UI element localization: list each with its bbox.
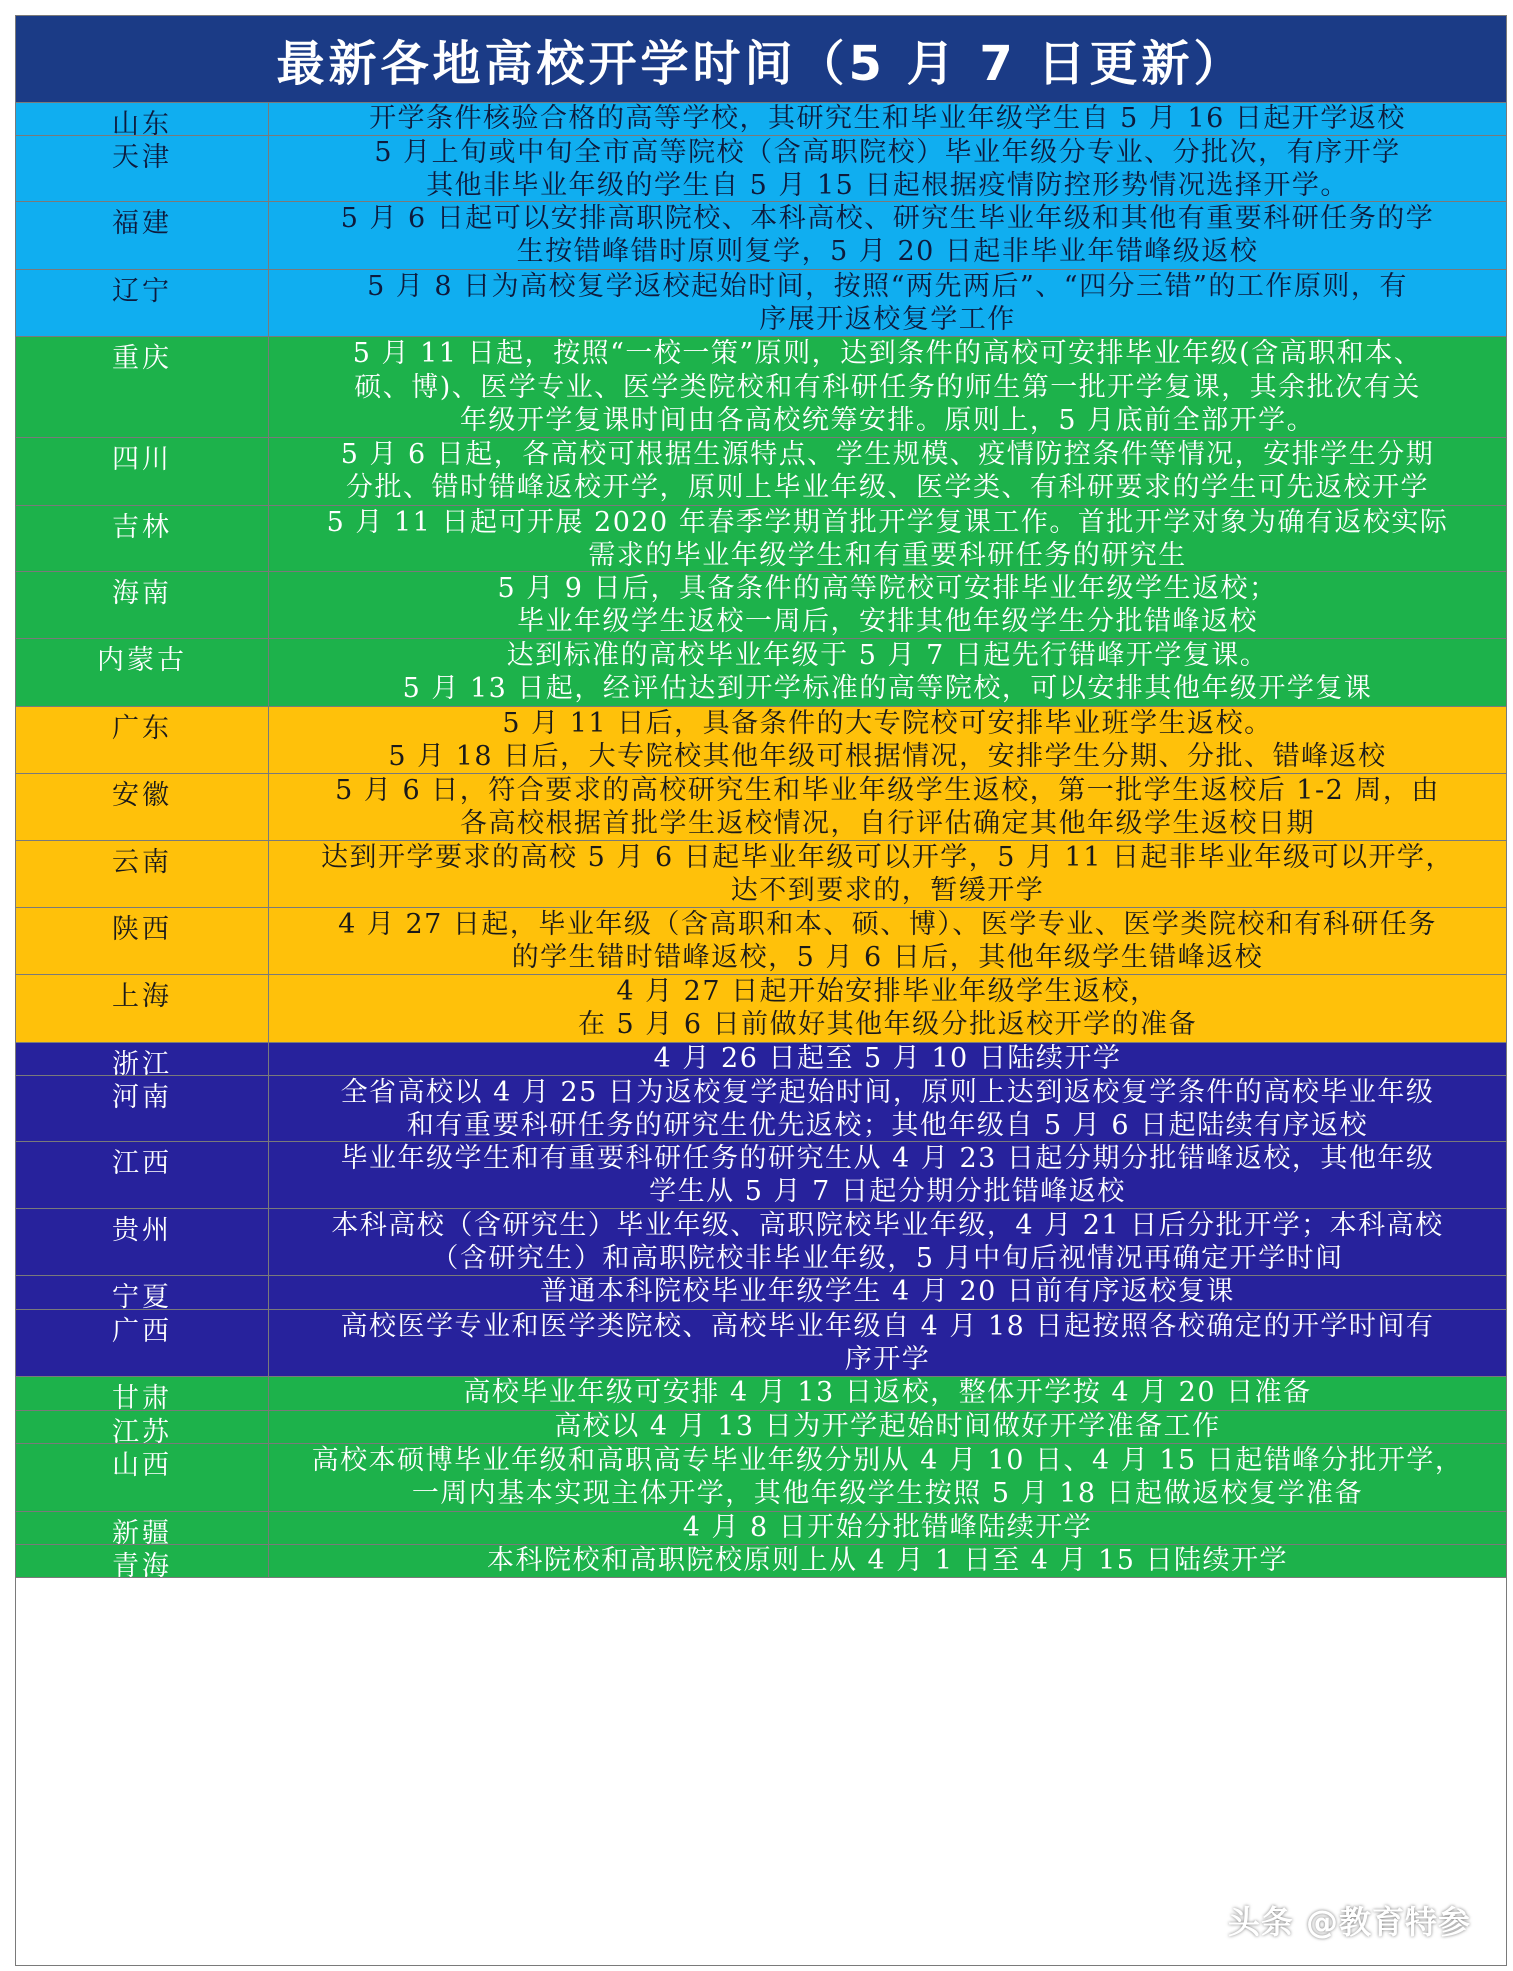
description-line: 达到标准的高校毕业年级于 5 月 7 日起先行错峰开学复课。 — [506, 640, 1269, 671]
schedule-description-cell — [269, 1142, 1506, 1208]
table-row — [16, 202, 1506, 270]
watermark-text: 头条 @教育特参 — [1227, 1903, 1471, 1941]
description-line: 5 月 6 日起可以安排高职院校、本科高校、研究生毕业年级和其他有重要科研任务的学 — [340, 203, 1435, 234]
province-cell: 广东 — [16, 707, 269, 773]
table-row — [16, 572, 1506, 639]
schedule-description-cell — [269, 1377, 1506, 1410]
schedule-description-cell — [269, 908, 1506, 974]
description-line: 达不到要求的，暂缓开学 — [730, 875, 1045, 906]
schedule-description-cell — [269, 639, 1506, 706]
table-row — [16, 1043, 1506, 1076]
schedule-description-cell — [269, 136, 1506, 201]
description-line: 5 月 8 日为高校复学返校起始时间，按照“两先两后”、“四分三错”的工作原则，有 — [367, 271, 1408, 302]
province-cell: 上海 — [16, 975, 269, 1042]
description-line: 学生从 5 月 7 日起分期分批错峰返校 — [649, 1176, 1126, 1207]
schedule-description-cell — [269, 1276, 1506, 1309]
schedule-description-cell — [269, 202, 1506, 269]
description-line: 本科高校（含研究生）毕业年级、高职院校毕业年级，4 月 21 日后分批开学；本科高校 — [331, 1210, 1444, 1241]
page-title: 最新各地高校开学时间（5 月 7 日更新） — [16, 16, 1506, 103]
table-row — [16, 1276, 1506, 1310]
province-cell: 新疆 — [16, 1512, 269, 1544]
table-row — [16, 1377, 1506, 1411]
description-line: 的学生错时错峰返校，5 月 6 日后，其他年级学生错峰返校 — [511, 942, 1264, 973]
province-cell: 江西 — [16, 1142, 269, 1208]
province-cell: 福建 — [16, 202, 269, 269]
province-cell: 江苏 — [16, 1411, 269, 1443]
description-line: 序展开返校复学工作 — [759, 304, 1016, 335]
schedule-description-cell — [269, 1545, 1506, 1577]
description-line: 高校毕业年级可安排 4 月 13 日返校，整体开学按 4 月 20 日准备 — [463, 1377, 1312, 1408]
description-line: 毕业年级学生返校一周后，安排其他年级学生分批错峰返校 — [517, 606, 1258, 637]
schedule-description-cell — [269, 438, 1506, 505]
description-line: 硕、博)、医学专业、医学类院校和有科研任务的师生第一批开学复课，其余批次有关 — [354, 371, 1421, 403]
description-line: 序开学 — [844, 1344, 931, 1375]
province-cell: 海南 — [16, 572, 269, 638]
table-row — [16, 908, 1506, 975]
schedule-description-cell — [269, 572, 1506, 638]
description-line: 5 月 11 日后，具备条件的大专院校可安排毕业班学生返校。 — [502, 708, 1273, 739]
table-row — [16, 1209, 1506, 1276]
description-line: 分批、错时错峰返校开学，原则上毕业年级、医学类、有科研要求的学生可先返校开学 — [346, 472, 1429, 503]
schedule-description-cell — [269, 103, 1506, 135]
province-cell: 陕西 — [16, 908, 269, 974]
description-line: （含研究生）和高职院校非毕业年级，5 月中旬后视情况再确定开学时间 — [431, 1243, 1344, 1274]
description-line: 需求的毕业年级学生和有重要科研任务的研究生 — [588, 540, 1187, 571]
table-row — [16, 1411, 1506, 1444]
province-cell: 浙江 — [16, 1043, 269, 1075]
schedule-description-cell — [269, 1411, 1506, 1443]
description-line: 本科院校和高职院校原则上从 4 月 1 日至 4 月 15 日陆续开学 — [486, 1545, 1289, 1576]
table-row — [16, 774, 1506, 841]
province-cell: 重庆 — [16, 337, 269, 437]
province-cell: 山东 — [16, 103, 269, 135]
schedule-table — [16, 103, 1506, 1578]
schedule-description-cell — [269, 1512, 1506, 1544]
description-line: 4 月 27 日起，毕业年级（含高职和本、硕、博）、医学专业、医学类院校和有科研任务 — [338, 909, 1437, 940]
province-cell: 河南 — [16, 1076, 269, 1141]
description-line: 和有重要科研任务的研究生优先返校；其他年级自 5 月 6 日起陆续有序返校 — [406, 1110, 1369, 1141]
table-row — [16, 1142, 1506, 1209]
description-line: 5 月上旬或中旬全市高等院校（含高职院校）毕业年级分专业、分批次，有序开学 — [374, 137, 1401, 168]
description-line: 高校以 4 月 13 日为开学起始时间做好开学准备工作 — [554, 1411, 1221, 1442]
province-cell: 云南 — [16, 841, 269, 907]
description-line: 5 月 13 日起，经评估达到开学标准的高等院校，可以安排其他年级开学复课 — [402, 673, 1373, 704]
description-line: 达到开学要求的高校 5 月 6 日起毕业年级可以开学，5 月 11 日起非毕业年级可以开学， — [321, 842, 1454, 873]
schedule-description-cell — [269, 774, 1506, 840]
table-row — [16, 975, 1506, 1043]
description-line: 各高校根据首批学生返校情况，自行评估确定其他年级学生返校日期 — [460, 808, 1315, 839]
description-line: 5 月 11 日起，按照“一校一策”原则，达到条件的高校可安排毕业年级(含高职和本、 — [352, 338, 1423, 369]
province-cell: 四川 — [16, 438, 269, 505]
description-line: 高校本硕博毕业年级和高职高专毕业年级分别从 4 月 10 日、4 月 15 日起错峰分批开学， — [311, 1445, 1464, 1476]
description-line: 高校医学专业和医学类院校、高校毕业年级自 4 月 18 日起按照各校确定的开学时间有 — [340, 1311, 1435, 1342]
description-line: 毕业年级学生和有重要科研任务的研究生从 4 月 23 日起分期分批错峰返校，其他年级 — [340, 1143, 1435, 1174]
table-row — [16, 1076, 1506, 1142]
table-row — [16, 841, 1506, 908]
province-cell: 青海 — [16, 1545, 269, 1577]
schedule-description-cell — [269, 841, 1506, 907]
schedule-description-cell — [269, 707, 1506, 773]
table-row — [16, 506, 1506, 572]
description-line: 普通本科院校毕业年级学生 4 月 20 日前有序返校复课 — [540, 1276, 1235, 1307]
description-line: 生按错峰错时原则复学，5 月 20 日起非毕业年错峰级返校 — [516, 236, 1259, 267]
table-row — [16, 136, 1506, 202]
table-row — [16, 438, 1506, 506]
description-line: 一周内基本实现主体开学，其他年级学生按照 5 月 18 日起做返校复学准备 — [411, 1478, 1364, 1509]
description-line: 4 月 8 日开始分批错峰陆续开学 — [682, 1512, 1093, 1543]
table-row — [16, 1512, 1506, 1545]
table-row — [16, 707, 1506, 774]
schedule-description-cell — [269, 975, 1506, 1042]
province-cell: 甘肃 — [16, 1377, 269, 1410]
description-line: 5 月 18 日后，大专院校其他年级可根据情况，安排学生分期、分批、错峰返校 — [388, 741, 1387, 772]
description-line: 4 月 27 日起开始安排毕业年级学生返校， — [616, 976, 1159, 1007]
province-cell: 辽宁 — [16, 270, 269, 336]
province-cell: 内蒙古 — [16, 639, 269, 706]
province-cell: 天津 — [16, 136, 269, 201]
schedule-description-cell — [269, 337, 1506, 437]
schedule-description-cell — [269, 1310, 1506, 1376]
schedule-description-cell — [269, 1076, 1506, 1141]
province-cell: 山西 — [16, 1444, 269, 1511]
table-row — [16, 1310, 1506, 1377]
schedule-description-cell — [269, 270, 1506, 336]
description-line: 在 5 月 6 日前做好其他年级分批返校开学的准备 — [577, 1009, 1198, 1040]
description-line: 其他非毕业年级的学生自 5 月 15 日起根据疫情防控形势情况选择开学。 — [426, 170, 1349, 201]
table-row — [16, 337, 1506, 438]
schedule-sheet — [15, 15, 1507, 1966]
description-line: 5 月 11 日起可开展 2020 年春季学期首批开学复课工作。首批开学对象为确有返校实际 — [326, 507, 1449, 538]
table-row — [16, 103, 1506, 136]
description-line: 全省高校以 4 月 25 日为返校复学起始时间，原则上达到返校复学条件的高校毕业年级 — [340, 1077, 1435, 1108]
province-cell: 安徽 — [16, 774, 269, 840]
description-line: 5 月 9 日后，具备条件的高等院校可安排毕业年级学生返校； — [497, 573, 1278, 604]
description-line: 4 月 26 日起至 5 月 10 日陆续开学 — [653, 1043, 1122, 1074]
table-row — [16, 1545, 1506, 1578]
description-line: 5 月 6 日起，各高校可根据生源特点、学生规模、疫情防控条件等情况，安排学生分期 — [340, 439, 1435, 470]
schedule-description-cell — [269, 506, 1506, 571]
province-cell: 广西 — [16, 1310, 269, 1376]
province-cell: 贵州 — [16, 1209, 269, 1275]
description-line: 开学条件核验合格的高等学校，其研究生和毕业年级学生自 5 月 16 日起开学返校 — [369, 103, 1406, 134]
table-row — [16, 1444, 1506, 1512]
province-cell: 吉林 — [16, 506, 269, 571]
schedule-description-cell — [269, 1043, 1506, 1075]
description-line: 5 月 6 日，符合要求的高校研究生和毕业年级学生返校，第一批学生返校后 1-2 周，由 — [335, 775, 1440, 806]
table-row — [16, 270, 1506, 337]
province-cell: 宁夏 — [16, 1276, 269, 1309]
description-line: 年级开学复课时间由各高校统筹安排。原则上，5 月底前全部开学。 — [459, 405, 1316, 436]
schedule-description-cell — [269, 1444, 1506, 1511]
schedule-description-cell — [269, 1209, 1506, 1275]
table-row — [16, 639, 1506, 707]
